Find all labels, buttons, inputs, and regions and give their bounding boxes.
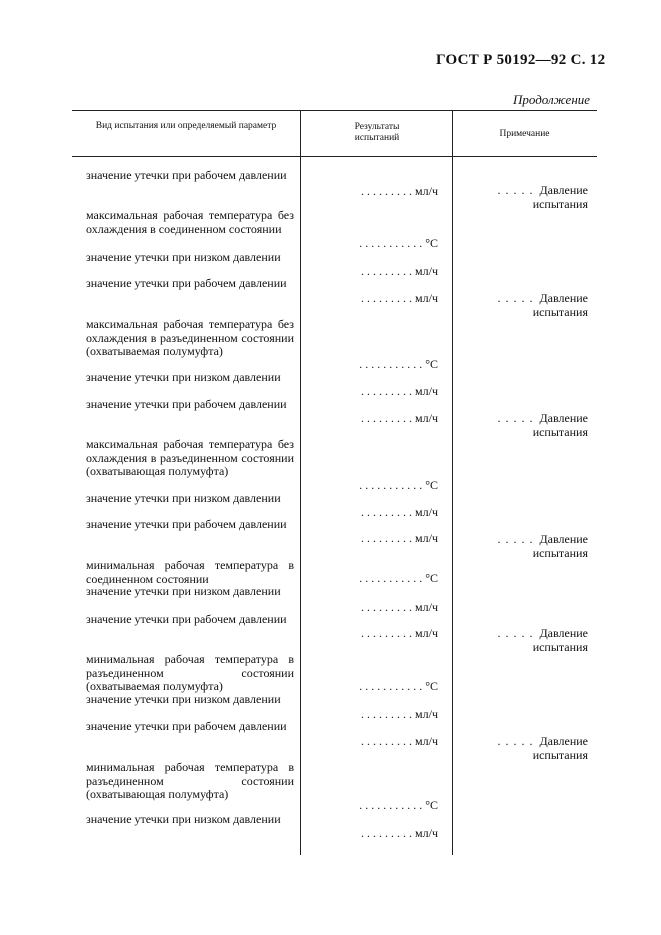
table-row-param: значение утечки при низком давлении (86, 370, 281, 384)
table-row-param: минимальная рабочая температура в разъединенном состоянии (охватываемая полумуфта) (86, 652, 294, 693)
table-row-result: . . . . . . . . . . . °С (359, 798, 438, 812)
table-row-result: . . . . . . . . . мл/ч (361, 291, 438, 305)
table-row-result: . . . . . . . . . мл/ч (361, 600, 438, 614)
note-text: Давление испытания (532, 291, 588, 319)
table-row-note (466, 735, 588, 762)
table-row-param: максимальная рабочая температура без охлаждения в соединенном состоянии (86, 208, 294, 236)
table-row-note (466, 533, 588, 560)
table-row-note (466, 627, 588, 654)
table-header-rule (72, 156, 597, 157)
table-row-result: . . . . . . . . . мл/ч (361, 411, 438, 425)
table-row-param: минимальная рабочая температура в соединенном состоянии (86, 558, 294, 586)
table-row-param: значение утечки при рабочем давлении (86, 612, 287, 626)
table-row-param: значение утечки при низком давлении (86, 692, 281, 706)
table-row-param: значение утечки при рабочем давлении (86, 719, 287, 733)
column-divider-2 (452, 110, 453, 855)
table-row-param: значение утечки при рабочем давлении (86, 397, 287, 411)
table-row-param: значение утечки при низком давлении (86, 491, 281, 505)
table-row-result: . . . . . . . . . мл/ч (361, 626, 438, 640)
note-dots: . . . . . (497, 183, 534, 197)
column-header-results: Результаты испытаний (354, 122, 400, 143)
table-row-result: . . . . . . . . . . . °С (359, 478, 438, 492)
table-row-param: максимальная рабочая температура без охлаждения в разъединенном состоянии (охватываемая полумуфта) (86, 317, 294, 358)
table-row-param: значение утечки при низком давлении (86, 250, 281, 264)
table-row-result: . . . . . . . . . . . °С (359, 679, 438, 693)
note-text: Давление испытания (532, 734, 588, 762)
table-row-result: . . . . . . . . . мл/ч (361, 505, 438, 519)
table-row-result: . . . . . . . . . . . °С (359, 571, 438, 585)
continuation-label: Продолжение (513, 92, 591, 107)
note-dots: . . . . . (497, 626, 534, 640)
column-header-param: Вид испытания или определяемый параметр (95, 121, 277, 131)
table-row-result: . . . . . . . . . мл/ч (361, 707, 438, 721)
column-header-note: Примечание (499, 129, 550, 139)
note-dots: . . . . . (497, 291, 534, 305)
table-row-result: . . . . . . . . . мл/ч (361, 826, 438, 840)
table-row-note (466, 292, 588, 319)
table-row-result: . . . . . . . . . мл/ч (361, 384, 438, 398)
table-row-param: минимальная рабочая температура в разъединенном состоянии (охватывающая полумуфта) (86, 760, 294, 801)
table-row-param: значение утечки при низком давлении (86, 812, 281, 826)
table-row-result: . . . . . . . . . мл/ч (361, 264, 438, 278)
note-text: Давление испытания (532, 183, 588, 211)
table-row-result: . . . . . . . . . . . °С (359, 236, 438, 250)
table-row-result: . . . . . . . . . мл/ч (361, 531, 438, 545)
table-row-param: максимальная рабочая температура без охлаждения в разъединенном состоянии (охватывающая полумуфта) (86, 437, 294, 478)
table-row-result: . . . . . . . . . мл/ч (361, 184, 438, 198)
table-row-note (466, 184, 588, 211)
note-text: Давление испытания (532, 532, 588, 560)
table-row-param: значение утечки при низком давлении (86, 584, 281, 598)
table-top-rule (72, 110, 597, 111)
column-divider-1 (300, 110, 301, 855)
table-row-result: . . . . . . . . . . . °С (359, 357, 438, 371)
note-text: Давление испытания (532, 411, 588, 439)
note-dots: . . . . . (497, 411, 534, 425)
table-row-note (466, 412, 588, 439)
table-row-param: значение утечки при рабочем давлении (86, 168, 287, 182)
table-row-result: . . . . . . . . . мл/ч (361, 734, 438, 748)
page-header-title: ГОСТ Р 50192—92 С. 12 (436, 52, 606, 68)
note-dots: . . . . . (497, 734, 534, 748)
note-text: Давление испытания (532, 626, 588, 654)
table-row-param: значение утечки при рабочем давлении (86, 517, 287, 531)
note-dots: . . . . . (497, 532, 534, 546)
table-row-param: значение утечки при рабочем давлении (86, 276, 287, 290)
